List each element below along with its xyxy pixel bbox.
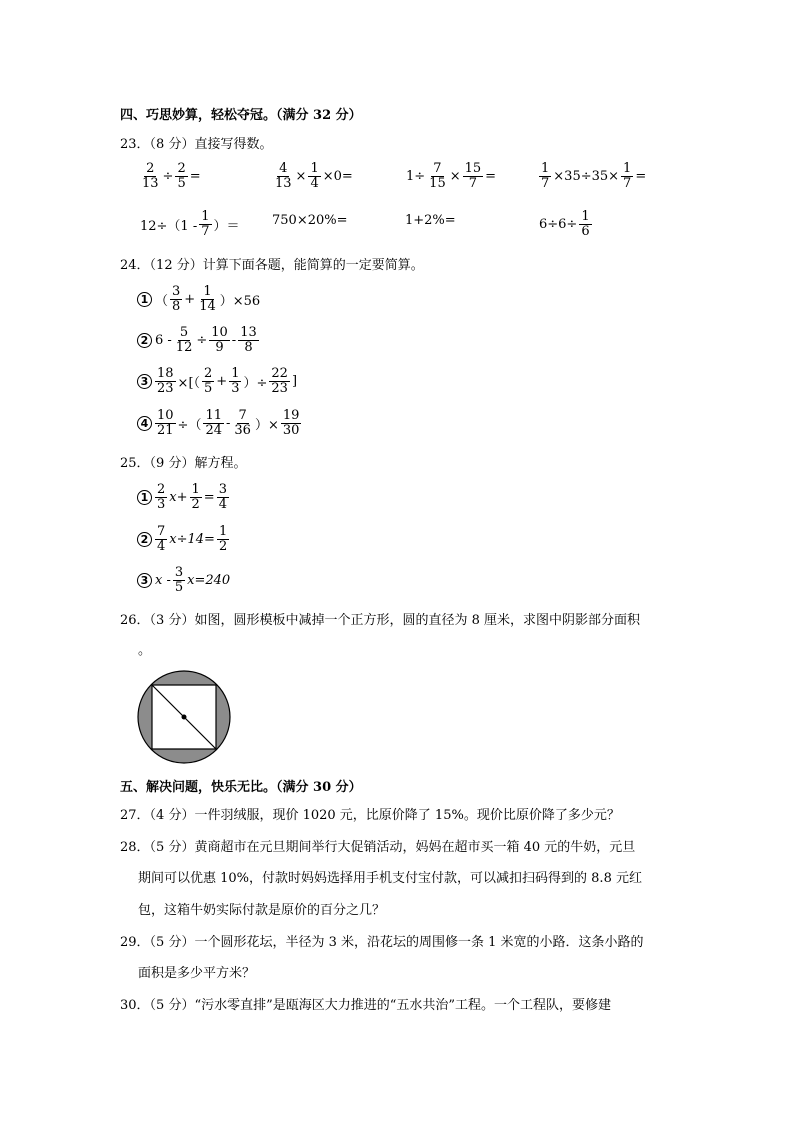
- q23-expr-4: $\frac{1}{7}$ ×35÷35× $\frac{1}{7}$ =: [541, 161, 647, 191]
- fraction: $\frac{22}{23}$: [271, 366, 288, 396]
- fraction: $\frac{2}{3}$: [157, 482, 166, 512]
- fraction: $\frac{1}{2}$: [218, 524, 228, 554]
- fraction: $\frac{1}{2}$: [191, 482, 200, 512]
- fraction: $\frac{2}{13}$: [142, 161, 159, 191]
- fraction: $\frac{1}{14}$: [199, 284, 216, 314]
- q24-problem-2: 2 6 - $\frac{5}{12}$ ÷ $\frac{10}{9}$ - $\frac{13}{8}$: [137, 326, 260, 355]
- circled-number: 2: [137, 532, 152, 547]
- fraction: $\frac{1}{3}$: [231, 366, 240, 396]
- q24-problem-4: 4 $\frac{10}{21}$ ÷（ $\frac{11}{24}$ - $\frac{7}{36}$ ）× $\frac{19}{30}$: [137, 409, 302, 438]
- fraction: $\frac{1}{7}$: [541, 161, 550, 191]
- fraction: $\frac{4}{13}$: [275, 161, 292, 191]
- fraction: $\frac{2}{5}$: [204, 366, 213, 396]
- center-point: [182, 715, 187, 720]
- fraction: $\frac{7}{36}$: [234, 408, 251, 438]
- q23-expr-8: 6÷6÷ $\frac{1}{6}$: [539, 209, 590, 239]
- fraction: $\frac{18}{23}$: [157, 366, 174, 396]
- q23-expr-1: $\frac{2}{13}$ ÷ $\frac{2}{5}$ =: [142, 161, 201, 191]
- section-4-title: 四、巧思妙算，轻松夺冠。（满分 32 分）: [120, 108, 362, 123]
- q25-equation-3: 3 x - $\frac{3}{5}$ x=240: [137, 566, 231, 595]
- q23-expr-6: 750×20%=: [272, 213, 348, 228]
- fraction: $\frac{10}{21}$: [157, 408, 174, 438]
- q25-equation-1: 1 $\frac{2}{3}$ x+ $\frac{1}{2}$ = $\frac{3}{4}$: [137, 483, 230, 512]
- fraction: $\frac{3}{5}$: [174, 565, 184, 595]
- q23-expr-7: 1+2%=: [405, 213, 456, 228]
- q25-equation-2: 2 $\frac{7}{4}$ x÷14= $\frac{1}{2}$: [137, 525, 230, 554]
- fraction: $\frac{15}{7}$: [464, 161, 482, 191]
- circled-number: 1: [137, 490, 152, 505]
- question-25-label: 25．（9 分）解方程。: [120, 456, 247, 471]
- fraction: $\frac{11}{24}$: [205, 408, 222, 438]
- question-28-line-1: 28．（5 分）黄商超市在元旦期间举行大促销活动，妈妈在超市买一箱 40 元的牛奶，元旦: [120, 840, 636, 855]
- fraction: $\frac{10}{9}$: [211, 325, 228, 355]
- circled-number: 1: [137, 292, 152, 307]
- q24-problem-3: 3 $\frac{18}{23}$ ×[（ $\frac{2}{5}$ + $\frac{1}{3}$ ）÷ $\frac{22}{23}$ ]: [137, 367, 298, 396]
- question-26-label: 26．（3 分）如图，圆形模板中减掉一个正方形，圆的直径为 8 厘米，求图中阴影部分面积: [120, 613, 640, 628]
- fraction: $\frac{1}{7}$: [623, 161, 632, 191]
- question-27: 27．（4 分）一件羽绒服，现价 1020 元，比原价降了 15%。现价比原价降了多少元？: [120, 808, 620, 823]
- circle-square-figure: [136, 669, 232, 765]
- q23-expr-2: $\frac{4}{13}$ × $\frac{1}{4}$ ×0=: [275, 161, 353, 191]
- q23-expr-3: 1÷ $\frac{7}{15}$ × $\frac{15}{7}$ =: [406, 161, 497, 191]
- circled-number: 4: [137, 416, 152, 431]
- question-29-line-2: 面积是多少平方米？: [138, 966, 256, 981]
- fraction: $\frac{19}{30}$: [282, 408, 300, 438]
- fraction: $\frac{1}{6}$: [581, 209, 590, 239]
- question-26-continuation: 。: [138, 643, 152, 658]
- circled-number: 3: [137, 573, 152, 588]
- fraction: $\frac{5}{12}$: [175, 325, 193, 355]
- q24-problem-1: 1 （ $\frac{3}{8}$ + $\frac{1}{14}$ ）×56: [137, 285, 261, 314]
- question-28-line-3: 包，这箱牛奶实际付款是原价的百分之几？: [138, 903, 386, 918]
- fraction: $\frac{7}{15}$: [429, 161, 446, 191]
- section-5-title: 五、解决问题，快乐无比。（满分 30 分）: [120, 780, 362, 795]
- question-29-line-1: 29．（5 分）一个圆形花坛，半径为 3 米，沿花坛的周围修一条 1 米宽的小路．这条小路的: [120, 935, 644, 950]
- fraction: $\frac{2}{5}$: [177, 161, 186, 191]
- fraction: $\frac{13}{8}$: [240, 325, 257, 355]
- question-24-label: 24．（12 分）计算下面各题，能简算的一定要简算。: [120, 258, 424, 273]
- fraction: $\frac{1}{4}$: [310, 161, 319, 191]
- q23-expr-5: 12÷（1 - $\frac{1}{7}$ ）＝: [140, 209, 240, 239]
- fraction: $\frac{3}{4}$: [218, 482, 227, 512]
- fraction: $\frac{7}{4}$: [157, 524, 166, 554]
- fraction: $\frac{3}{8}$: [172, 284, 181, 314]
- question-30-line-1: 30．（5 分）“污水零直排”是瓯海区大力推进的“五水共治”工程。一个工程队，要修建: [120, 998, 612, 1013]
- circled-number: 3: [137, 374, 152, 389]
- question-23-label: 23．（8 分）直接写得数。: [120, 137, 273, 152]
- circled-number: 2: [137, 333, 152, 348]
- fraction: $\frac{1}{7}$: [201, 209, 210, 239]
- question-28-line-2: 期间可以优惠 10%，付款时妈妈选择用手机支付宝付款，可以减扣扫码得到的 8.8 元红: [138, 871, 642, 886]
